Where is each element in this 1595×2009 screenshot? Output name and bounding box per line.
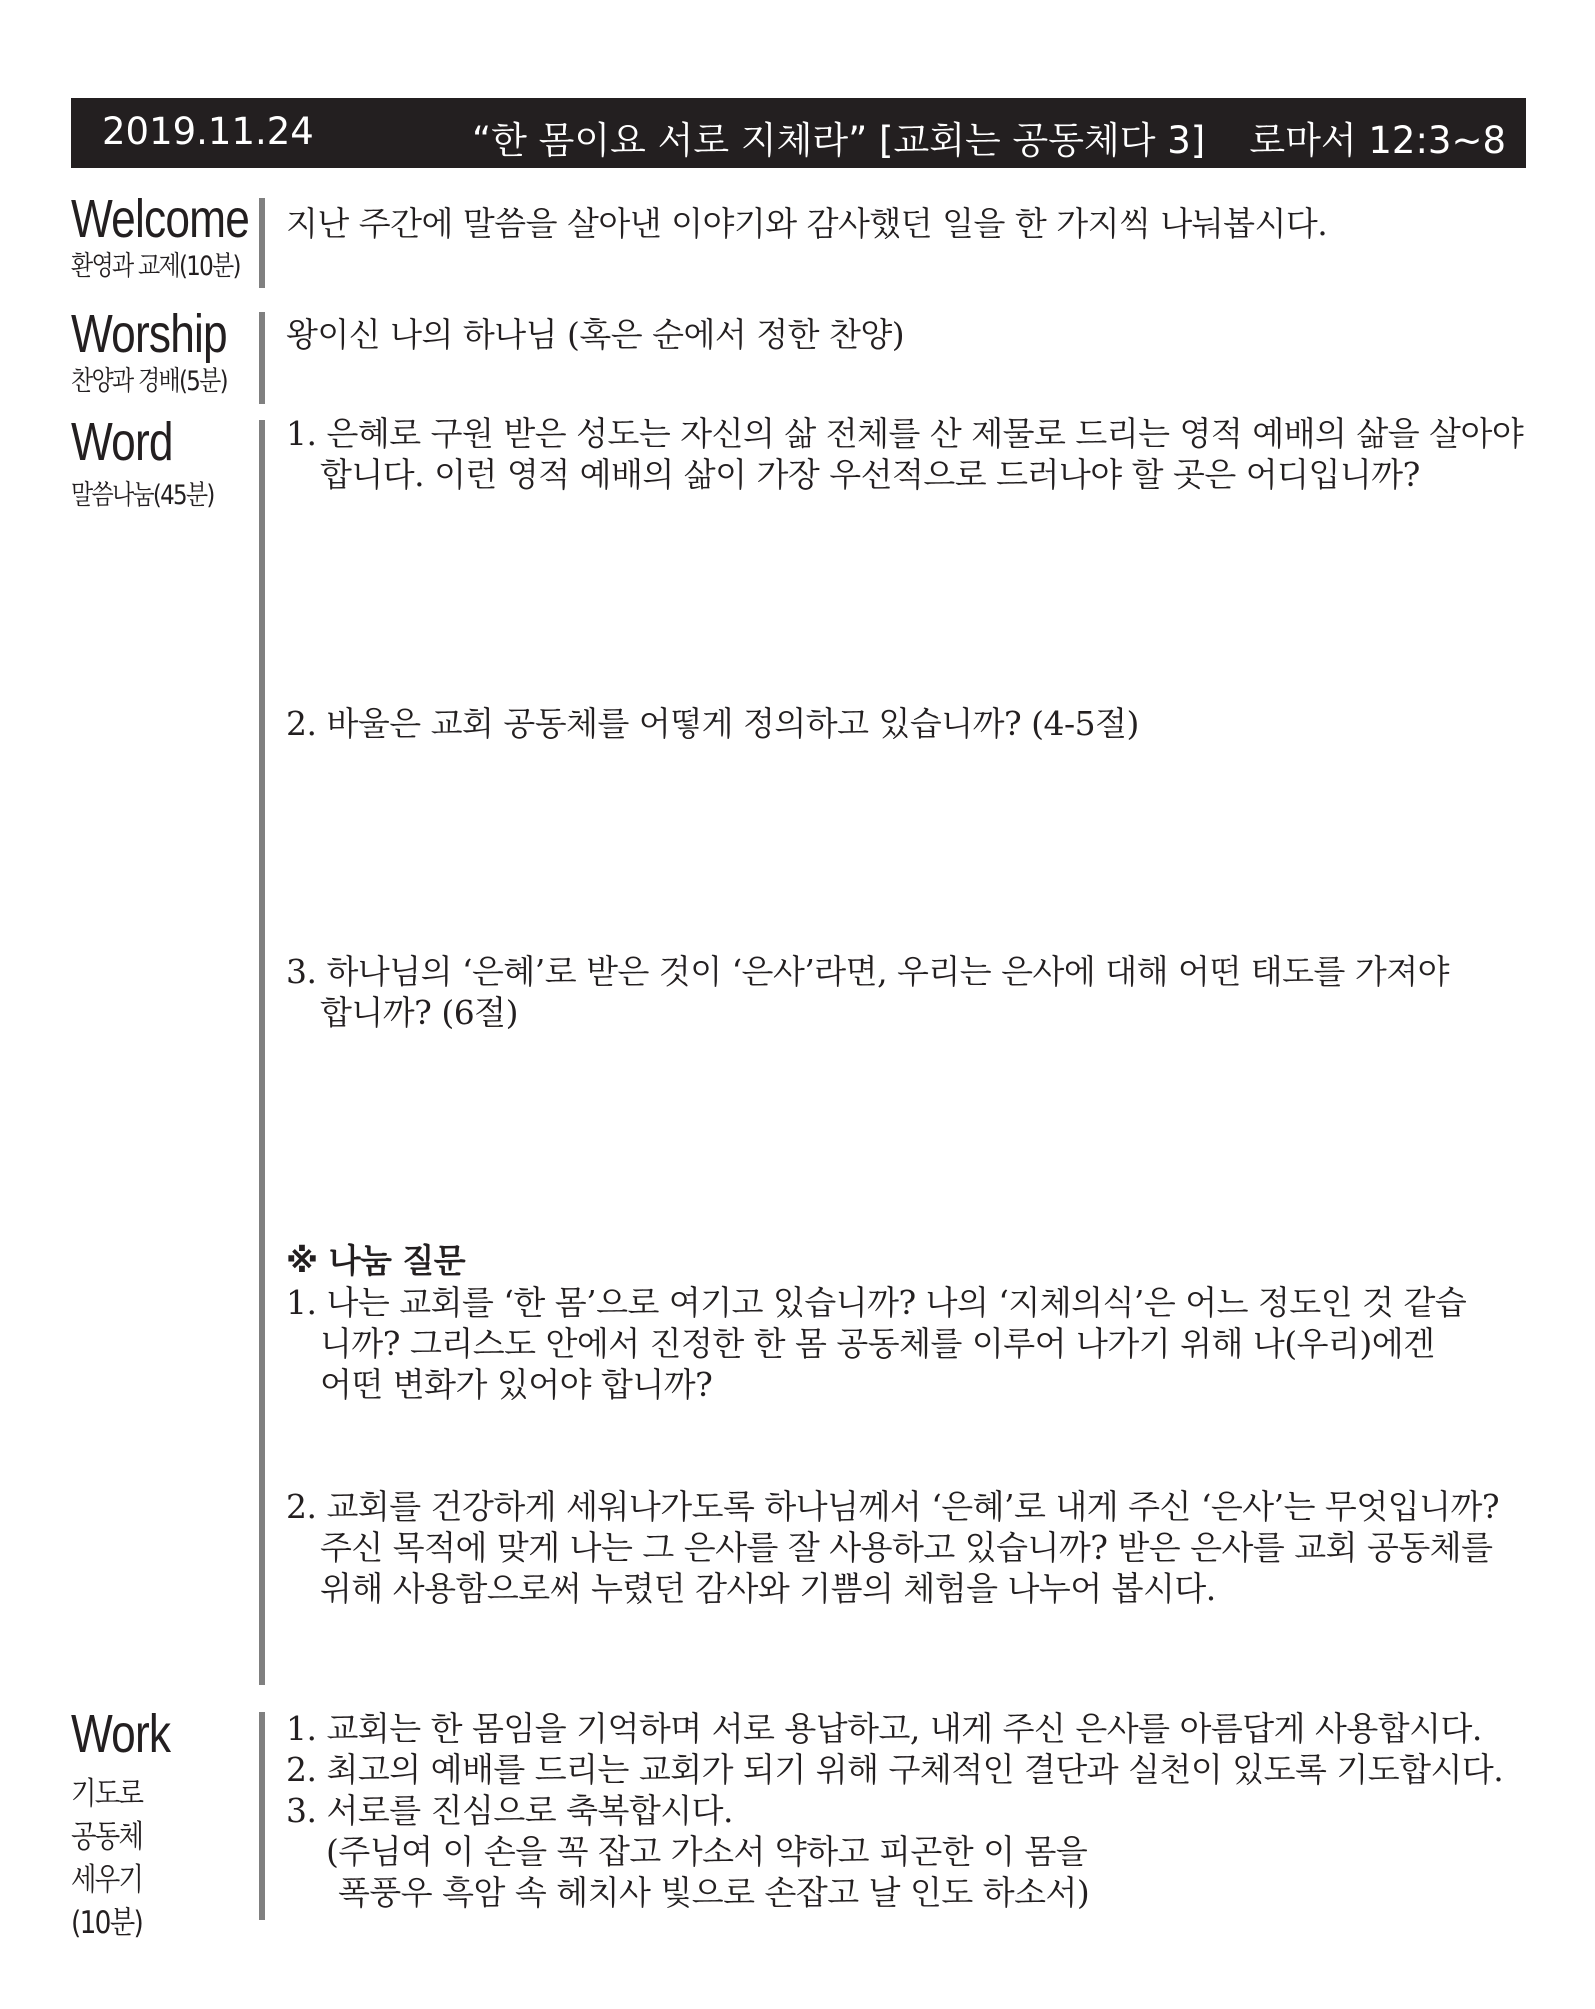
work-subtitle-line-1: 기도로 <box>71 1776 143 1812</box>
welcome-divider <box>259 198 265 288</box>
work-line-3: 3. 서로를 진심으로 축복합시다. <box>286 1791 733 1830</box>
sharing-question-1-line-1: 1. 나는 교회를 ‘한 몸’으로 여기고 있습니까? 나의 ‘지체의식’은 어느 정도인 것 같습 <box>286 1283 1467 1322</box>
worship-text: 왕이신 나의 하나님 (혹은 순에서 정한 찬양) <box>286 315 905 354</box>
work-label <box>71 1705 192 1945</box>
word-divider <box>259 420 265 1685</box>
work-line-2: 2. 최고의 예배를 드리는 교회가 되기 위해 구체적인 결단과 실천이 있도록 기도합시다. <box>286 1750 1504 1789</box>
work-line-1: 1. 교회는 한 몸임을 기억하며 서로 용납하고, 내게 주신 은사를 아름답게 사용합시다. <box>286 1709 1482 1748</box>
work-title: Work <box>71 1704 171 1764</box>
word-question-1-line-2: 합니다. 이런 영적 예배의 삶이 가장 우선적으로 드러나야 할 곳은 어디입니까? <box>320 455 1420 494</box>
work-list <box>286 1708 1503 1913</box>
sharing-question-2-line-1: 2. 교회를 건강하게 세워나가도록 하나님께서 ‘은혜’로 내게 주신 ‘은사’는 무엇입니까? <box>286 1487 1500 1526</box>
word-question-3-line-2: 합니까? (6절) <box>320 993 518 1032</box>
worship-subtitle: 찬양과 경배(5분) <box>71 366 227 397</box>
welcome-subtitle: 환영과 교제(10분) <box>71 251 240 282</box>
header-bar <box>71 98 1526 168</box>
sharing-question-1 <box>286 1282 1466 1405</box>
sharing-question-1-line-3: 어떤 변화가 있어야 합니까? <box>320 1365 713 1404</box>
work-line-4: (주님여 이 손을 꼭 잡고 가소서 약하고 피곤한 이 몸을 <box>326 1832 1088 1871</box>
sharing-question-2-line-3: 위해 사용함으로써 누렸던 감사와 기쁨의 체험을 나누어 봅시다. <box>320 1569 1216 1608</box>
worship-title: Worship <box>71 304 227 364</box>
word-question-3-line-1: 3. 하나님의 ‘은혜’로 받은 것이 ‘은사’라면, 우리는 은사에 대해 어떤 태도를 가져야 <box>286 952 1450 991</box>
word-question-3 <box>286 951 1449 1033</box>
worship-label <box>71 305 261 401</box>
word-question-1 <box>286 413 1523 495</box>
work-subtitle-line-2: 공동체 <box>71 1819 143 1855</box>
work-subtitle-line-4: (10분) <box>71 1905 143 1941</box>
word-question-1-line-1: 1. 은혜로 구원 받은 성도는 자신의 삶 전체를 산 제물로 드리는 영적 예배의 삶을 살아야 <box>286 414 1524 453</box>
worship-divider <box>259 312 265 404</box>
sharing-title: ※ 나눔 질문 <box>286 1241 466 1280</box>
word-title: Word <box>71 412 173 472</box>
work-divider <box>259 1712 265 1920</box>
sharing-question-2-line-2: 주신 목적에 맞게 나는 그 은사를 잘 사용하고 있습니까? 받은 은사를 교회 공동체를 <box>320 1528 1493 1567</box>
word-label <box>71 413 239 515</box>
word-subtitle: 말씀나눔(45분) <box>71 480 214 511</box>
header-date: 2019.11.24 <box>102 110 314 153</box>
header-reference: 로마서 12:3~8 <box>1249 119 1506 162</box>
welcome-text: 지난 주간에 말씀을 살아낸 이야기와 감사했던 일을 한 가지씩 나눠봅시다. <box>286 204 1328 243</box>
work-subtitle-line-3: 세우기 <box>71 1862 143 1898</box>
word-question-2: 2. 바울은 교회 공동체를 어떻게 정의하고 있습니까? (4-5절) <box>286 704 1139 743</box>
sharing-question-2 <box>286 1486 1499 1609</box>
sharing-question-1-line-2: 니까? 그리스도 안에서 진정한 한 몸 공동체를 이루어 나가기 위해 나(우리)에겐 <box>320 1324 1435 1363</box>
welcome-title: Welcome <box>71 189 250 249</box>
work-line-5: 폭풍우 흑암 속 헤치사 빛으로 손잡고 날 인도 하소서) <box>338 1873 1090 1912</box>
header-title: “한 몸이요 서로 지체라” [교회는 공동체다 3] <box>472 119 1206 162</box>
welcome-label <box>71 190 288 286</box>
